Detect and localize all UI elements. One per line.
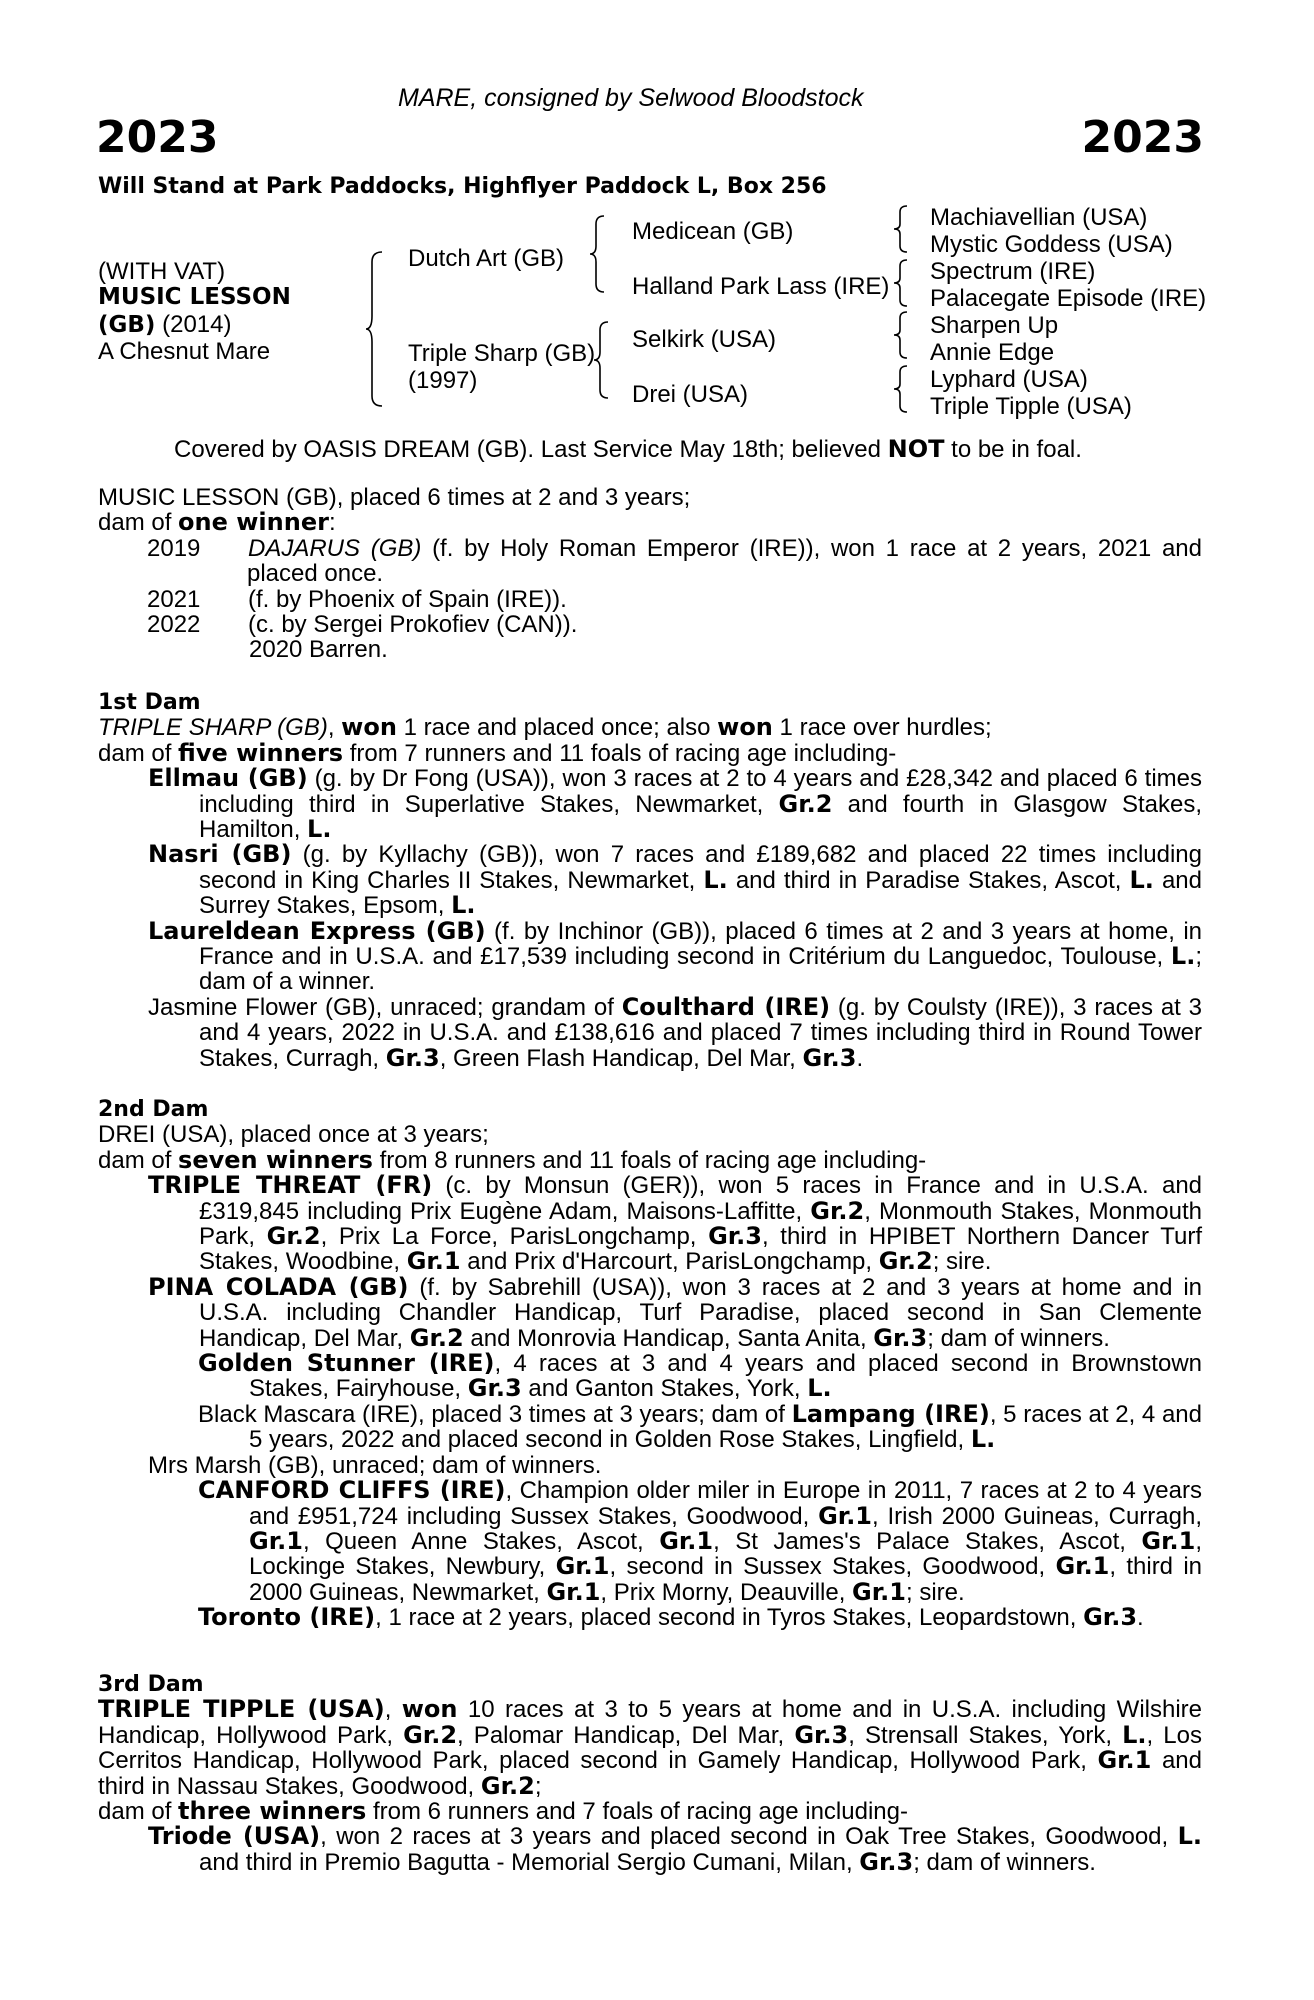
- pedigree-dam: Triple Sharp (GB): [408, 340, 596, 367]
- pedigree-sds: Spectrum (IRE): [930, 258, 1096, 285]
- pedigree-brace-dam: [594, 320, 612, 400]
- pedigree-dam-dam: Drei (USA): [632, 381, 749, 408]
- produce-row: 2021 (f. by Phoenix of Spain (IRE)).: [147, 585, 567, 613]
- horse-name: MUSIC LESSON: [98, 284, 291, 310]
- pedigree-ssd: Mystic Goddess (USA): [930, 231, 1173, 258]
- produce-row: 2019 DAJARUS (GB) (f. by Holy Roman Emperor (IRE)), won 1 race at 2 years, 2021 and placed once.: [147, 534, 1202, 588]
- second-dam-subentry: Toronto (IRE), 1 race at 2 years, placed second in Tyros Stakes, Leopardstown, Gr.3.: [198, 1603, 1144, 1632]
- second-dam-heading: 2nd Dam: [98, 1097, 209, 1122]
- covered-line: [174, 435, 1082, 464]
- first-dam-entry: Jasmine Flower (GB), unraced; grandam of Coulthard (IRE) (g. by Coulsty (IRE)), 3 races at 3 and 4 years, 2022 in U.S.A. and £138,616 and placed 7 times including third in Round Tower Stakes, Curragh, Gr.3, Green Flash Handicap, Del Mar, Gr.3.: [148, 992, 1202, 1072]
- first-dam-entry: Laureldean Express (GB) (f. by Inchinor (GB)), placed 6 times at 2 and 3 years at home, in France and in U.S.A. and £17,539 including second in Critérium du Languedoc, Toulouse, L.; dam of a winner.: [148, 916, 1203, 996]
- second-dam-produce: dam of seven winners from 8 runners and 11 foals of racing age including-: [98, 1145, 927, 1174]
- pedigree-dam-year: (1997): [408, 367, 478, 394]
- covered-not: NOT: [887, 435, 945, 463]
- third-dam-produce: dam of three winners from 6 runners and 7 foals of racing age including-: [98, 1797, 908, 1826]
- second-dam-entry: Mrs Marsh (GB), unraced; dam of winners.: [148, 1451, 602, 1479]
- pedigree-brace-main: [366, 250, 386, 408]
- second-dam-subentry: Golden Stunner (IRE), 4 races at 3 and 4 years and placed second in Brownstown Stakes, Fairyhouse, Gr.3 and Ganton Stakes, York, L.: [198, 1349, 1203, 1403]
- second-dam-subentry: CANFORD CLIFFS (IRE), Champion older miler in Europe in 2011, 7 races at 2 to 4 years and £951,724 including Sussex Stakes, Goodwood, Gr.1, Irish 2000 Guineas, Curragh, Gr.1, Queen Anne Stakes, Ascot, Gr.1, St James's Palace Stakes, Ascot, Gr.1, Lockinge Stakes, Newbury, Gr.1, second in Sussex Stakes, Goodwood, Gr.1, third in 2000 Guineas, Newmarket, Gr.1, Prix Morny, Deauville, Gr.1; sire.: [198, 1476, 1202, 1606]
- second-dam-section: [98, 1097, 1202, 1631]
- second-dam-line: DREI (USA), placed once at 3 years;: [98, 1121, 489, 1149]
- horse-country-year: [98, 311, 231, 339]
- second-dam-subentry: Black Mascara (IRE), placed 3 times at 3 years; dam of Lampang (IRE), 5 races at 2, 4 and 5 years, 2022 and placed second in Golden Rose Stakes, Lingfield, L.: [198, 1399, 1202, 1454]
- pedigree-sdd: Palacegate Episode (IRE): [930, 285, 1207, 312]
- location-line: Will Stand at Park Paddocks, Highflyer Paddock L, Box 256: [98, 174, 827, 199]
- pedigree-dsd: Annie Edge: [930, 339, 1055, 366]
- first-dam-produce: dam of five winners from 7 runners and 11 foals of racing age including-: [98, 738, 897, 767]
- horse-country: (GB): [98, 312, 156, 338]
- pedigree-brace-ds: [894, 310, 910, 360]
- first-dam-line: TRIPLE SHARP (GB), won 1 race and placed once; also won 1 race over hurdles;: [98, 713, 992, 742]
- produce-dam-of: dam of one winner:: [98, 508, 336, 537]
- horse-year: (2014): [155, 311, 232, 338]
- produce-intro: MUSIC LESSON (GB), placed 6 times at 2 and 3 years;: [98, 484, 691, 511]
- pedigree-ddd: Triple Tipple (USA): [930, 393, 1132, 420]
- produce-row: 2022 (c. by Sergei Prokofiev (CAN)).: [147, 611, 578, 639]
- produce-section: [98, 485, 1202, 663]
- pedigree-brace-sire: [590, 214, 608, 294]
- consignor-line: MARE, consigned by Selwood Bloodstock: [398, 84, 864, 112]
- covered-text-2: to be in foal.: [944, 436, 1082, 463]
- third-dam-entry: Triode (USA), won 2 races at 3 years and placed second in Oak Tree Stakes, Goodwood, L. and third in Premio Bagutta - Memorial Sergio Cumani, Milan, Gr.3; dam of winners.: [148, 1822, 1203, 1876]
- pedigree-brace-sd: [894, 258, 910, 308]
- pedigree-sire-sire: Medicean (GB): [632, 218, 794, 245]
- first-dam-entry: Nasri (GB) (g. by Kyllachy (GB)), won 7 races and £189,682 and placed 22 times including second in King Charles II Stakes, Newmarket, L. and third in Paradise Stakes, Ascot, L. and Surrey Stakes, Epsom, L.: [148, 840, 1202, 920]
- pedigree-brace-ss: [894, 204, 910, 254]
- year-right: 2023: [1081, 112, 1204, 163]
- produce-barren: 2020 Barren.: [249, 636, 388, 664]
- pedigree-dss: Sharpen Up: [930, 312, 1059, 339]
- year-left: 2023: [96, 112, 219, 163]
- vat-label: (WITH VAT): [98, 258, 226, 285]
- pedigree-dam-sire: Selkirk (USA): [632, 326, 777, 353]
- first-dam-entry: Ellmau (GB) (g. by Dr Fong (USA)), won 3 races at 2 to 4 years and £28,342 and placed 6 times including third in Superlative Stakes, Newmarket, Gr.2 and fourth in Glasgow Stakes, Hamilton, L.: [148, 764, 1203, 844]
- third-dam-section: [98, 1672, 1202, 1875]
- second-dam-entry: PINA COLADA (GB) (f. by Sabrehill (USA)), won 3 races at 2 and 3 years at home and in U.S.A. including Chandler Handicap, Turf Paradise, placed second in San Clemente Handicap, Del Mar, Gr.2 and Monrovia Handicap, Santa Anita, Gr.3; dam of winners.: [148, 1272, 1202, 1352]
- second-dam-entry: TRIPLE THREAT (FR) (c. by Monsun (GER)), won 5 races in France and in U.S.A. and £319,845 including Prix Eugène Adam, Maisons-Laffitte, Gr.2, Monmouth Stakes, Monmouth Park, Gr.2, Prix La Force, ParisLongchamp, Gr.3, third in HPIBET Northern Dancer Turf Stakes, Woodbine, Gr.1 and Prix d'Harcourt, ParisLongchamp, Gr.2; sire.: [148, 1171, 1203, 1276]
- first-dam-section: [98, 690, 1202, 1071]
- pedigree-sire: Dutch Art (GB): [408, 245, 565, 272]
- pedigree-sss: Machiavellian (USA): [930, 204, 1148, 231]
- pedigree-brace-dd: [894, 364, 910, 414]
- third-dam-line: TRIPLE TIPPLE (USA), won 10 races at 3 to 5 years at home and in U.S.A. including Wilshire Handicap, Hollywood Park, Gr.2, Palomar Handicap, Del Mar, Gr.3, Strensall Stakes, York, L., Los Cerritos Handicap, Hollywood Park, placed second in Gamely Handicap, Hollywood Park, Gr.1 and third in Nassau Stakes, Goodwood, Gr.2;: [98, 1695, 1203, 1800]
- pedigree-dds: Lyphard (USA): [930, 366, 1088, 393]
- covered-text-1: Covered by OASIS DREAM (GB). Last Service May 18th; believed: [174, 436, 888, 463]
- third-dam-heading: 3rd Dam: [98, 1672, 204, 1697]
- first-dam-heading: 1st Dam: [98, 690, 201, 715]
- pedigree-sire-dam: Halland Park Lass (IRE): [632, 273, 890, 300]
- horse-description: A Chesnut Mare: [98, 338, 271, 365]
